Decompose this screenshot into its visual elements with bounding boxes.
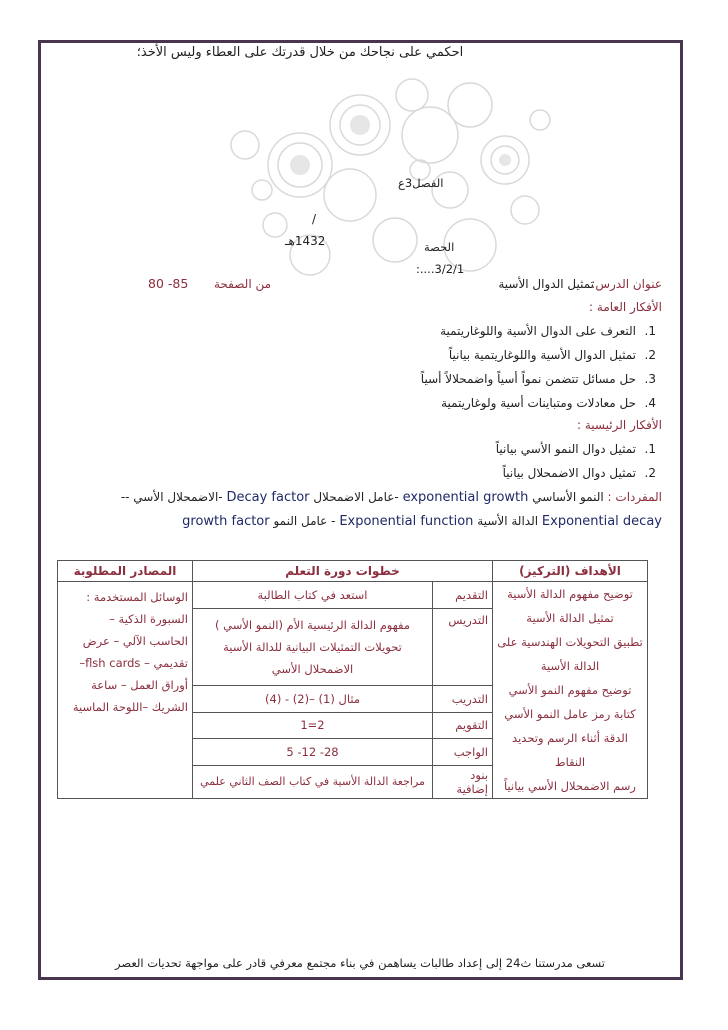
resources-header: المصادر المطلوبة bbox=[58, 561, 193, 582]
step-label-assessment: التقويم bbox=[433, 712, 493, 739]
semester: الفصل3ع bbox=[398, 176, 444, 190]
goals-cell: توضيح مفهوم الدالة الأسية تمثيل الدالة الأسية تطبيق التحويلات الهندسية على الدالة الأسية توضيح مفهوم النمو الأسي كتابة رمز عامل النمو الأسي الدقة أثناء الرسم وتحديد النقاط رسم الاضمحلال الأسي بيانياً bbox=[493, 582, 648, 799]
period-value: 3/2/1....: bbox=[416, 262, 465, 276]
steps-header: خطوات دورة التعلم bbox=[193, 561, 493, 582]
pages-label: من الصفحة bbox=[214, 277, 272, 291]
step-content-practice: مثال (1) –(2) - (4) bbox=[193, 686, 433, 713]
step-content-assessment: 1=2 bbox=[193, 712, 433, 739]
vocab-line-1: المفردات : النمو الأساسي exponential growth -عامل الاضمحلال Decay factor -الاضمحلال الأسي -- bbox=[120, 490, 662, 505]
school-vision-footer: تسعى مدرستنا ث24 إلى إعداد طالبات يساهمن في بناء مجتمع معرفي قادر على مواجهة تحديات العصر bbox=[115, 956, 605, 970]
general-idea-1: 1.التعرف على الدوال الأسية واللوغاريتمية bbox=[440, 324, 656, 338]
main-idea-2: 2.تمثيل دوال الاضمحلال بيانياً bbox=[502, 466, 656, 480]
step-content-teaching: مفهوم الدالة الرئيسية الأم (النمو الأسي ) تحويلات التمثيلات البيانية للدالة الأسية الاضمحلال الأسي bbox=[193, 608, 433, 686]
general-idea-3: 3.حل مسائل تتضمن نمواً أسياً واضمحلالاً أسياً bbox=[420, 372, 656, 386]
step-content-intro: استعد في كتاب الطالبة bbox=[193, 582, 433, 609]
step-label-extra: بنود إضافية bbox=[433, 765, 493, 798]
decorative-bubbles bbox=[0, 0, 728, 300]
vocab-line-2: Exponential decay الدالة الأسية Exponential function - عامل النمو growth factor bbox=[182, 514, 662, 529]
step-content-homework: 5 -12 -28 bbox=[193, 739, 433, 766]
period-label: الحصة bbox=[424, 240, 455, 254]
lesson-title-label: عنوان الدرس: bbox=[591, 277, 662, 291]
resources-cell: الوسائل المستخدمة : السبورة الذكية – الحاسب الآلي – عرض تقديمي – flsh cards– أوراق العمل – ساعة الشريك –اللوحة الماسية bbox=[58, 582, 193, 799]
step-label-teaching: التدريس bbox=[433, 608, 493, 686]
main-ideas-label: الأفكار الرئيسية : bbox=[577, 418, 662, 432]
main-idea-1: 1.تمثيل دوال النمو الأسي بيانياً bbox=[495, 442, 656, 456]
goals-header: الأهداف (التركيز) bbox=[493, 561, 648, 582]
hijri-year: 1432هـ bbox=[285, 234, 326, 248]
general-idea-2: 2.تمثيل الدوال الأسية واللوغاريتمية بيانياً bbox=[448, 348, 656, 362]
motto: احكمي على نجاحك من خلال قدرتك على العطاء وليس الأخذ؛ bbox=[136, 45, 464, 60]
pages-range: 80 -85 bbox=[148, 276, 189, 291]
general-idea-4: 4.حل معادلات ومتباينات أسية ولوغاريتمية bbox=[441, 396, 656, 410]
step-label-practice: التدريب bbox=[433, 686, 493, 713]
lesson-plan-table bbox=[57, 560, 648, 799]
step-content-extra: مراجعة الدالة الأسية في كتاب الصف الثاني علمي bbox=[193, 765, 433, 798]
step-label-intro: التقديم bbox=[433, 582, 493, 609]
step-label-homework: الواجب bbox=[433, 739, 493, 766]
date-slash: / bbox=[312, 212, 317, 226]
lesson-title: تمثيل الدوال الأسية bbox=[498, 277, 594, 291]
general-ideas-label: الأفكار العامة : bbox=[589, 300, 662, 314]
